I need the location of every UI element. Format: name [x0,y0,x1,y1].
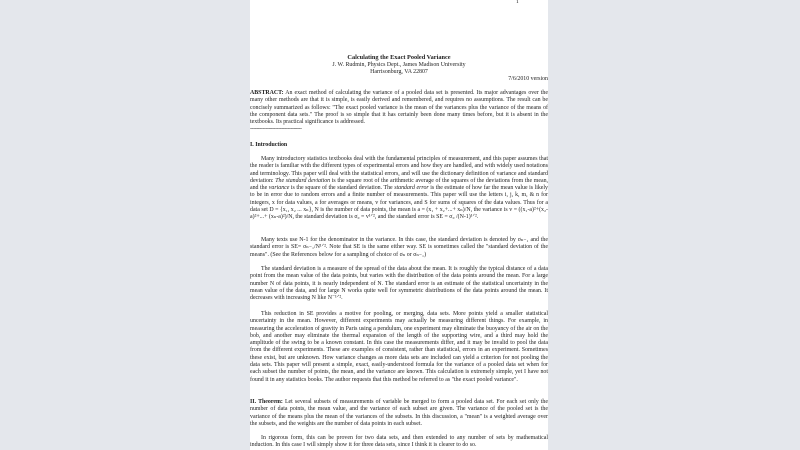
paragraph-4: This reduction in SE provides a motive for pooling, or merging, data sets. More points yield a smaller statistical uncertainty in the mean. However, different experiments may actually be measuring different things. For example, in measuring the acceleration of gravity in Paris using a pendulum, one experiment may eliminate the buoyancy of the air on the bob, and another may eliminate the thermal expansion of the length of the supporting wire, and a third may hold the amplitude of the swing to be a known constant. In this case the measurements differ, and it may be invalid to pool the data from the different experiments. These are examples of consistent, rather than statistical, errors in an experiment. Sometimes these exist, but are unknown. How variance changes as more data sets are included can yield a criterion for not pooling the data sets. This paper will present a simple, exact, easily-understood formula for the variance of a pooled data set when for each subset the number of points, the mean, and the variance are known. This calculation is extremely simple, yet I have not found it in any statistics books. The author requests that this method be referred to as "the exact pooled variance". [250,311,548,383]
paragraph-2: Many texts use N-1 for the denominator in the variance. In this case, the standard deviation is denoted by σₙ₋₁ and the standard error is SE= σₙ₋₁/N¹ᐟ². Note that SE is the same either way. SE is sometimes called the "standard deviation of the means". (See the References below for a sampling of choice of σₙ or σₙ₋₁) [250,237,548,258]
paragraph-1: Many introductory statistics textbooks deal with the fundamental principles of measurement, and this paper assumes that the reader is familiar with the different types of experimental errors and how they are handled, and with widely used notations and terminology. This paper will deal with the statistical errors, and will use the dictionary definition of variance and standard deviation: The standard deviation is the square root of the arithmetic average of the squares of the deviations from the mean, and the variance is the square of the standard deviation. The standard error is the estimate of how far the mean value is likely to be in error due to random errors and a finite number of measurements. This paper will use the letters i, j, k, m, & n for integers, x for data values, a for averages or means, v for variances, and S for sums of squares of the data values. Thus for a data set D = {x₁, x₂ ... xₙ}, N is the number of data points, the mean is a = (x₁ + x₂+...+ xₙ)/N, the variance is v = ((x₁-a)²+(x₂-a)²+...+ (xₙ-a)²)/N, the standard deviation is σ₀ = v¹ᐟ², and the standard error is SE = σ₀ /(N-1)¹ᐟ². [250,156,548,221]
separator-line: --------------------------------- [250,126,302,132]
theorem-paragraph [250,399,548,428]
abstract [250,90,548,126]
left-margin [0,0,250,450]
paragraph-6: In rigorous form, this can be proven for two data sets, and then extended to any number of sets by mathematical induction. In this case I will simply show it for three data sets, since I think it is clearer to do so. [250,435,548,449]
version-date: 7/6/2010 version [508,76,548,82]
section-heading-introduction: I. Introduction [250,142,288,148]
paragraph-3: The standard deviation is a measure of the spread of the data about the mean. It is roughly the typical distance of a data point from the mean value of the data points, but varies with the distribution of the data points around the mean. For a large number N of data points, it is nearly independent of N. The standard error is an estimate of the statistical uncertainty in the mean value of the data, and for large N works quite well for symmetric distributions of the data points around the mean. It decreases with increasing N like N⁻¹ᐟ². [250,266,548,302]
author-line: J. W. Rudmin, Physics Dept., James Madison University [332,62,466,68]
author-address: Harrisonburg, VA 22807 [370,69,428,75]
document-page [250,0,548,450]
paper-title: Calculating the Exact Pooled Variance [347,54,451,61]
right-margin [548,0,800,450]
theorem-label: II. Theorem: [250,399,283,405]
abstract-label: ABSTRACT: [250,90,284,96]
theorem-text: Let several subsets of measurements of variable be merged to form a pooled data set. For each set only the number of data points, the mean value, and the variance of each subset are given. The variance of the pooled set is the variance of the means plus the mean of the variances of the subsets. In this discussion, a "mean" is a weighted average over the subsets, and the weights are the number of data points in each subset. [250,399,548,427]
abstract-text: An exact method of calculating the variance of a pooled data set is presented. Its major advantages over the many other methods are that it is simple, is easily derived and remembered, and requires no assumptions. The result can be concisely summarized as follows: "The exact pooled variance is the mean of the variances plus the variance of the means of the component data sets." The proof is so simple that it has certainly been done many times before, but it is absent in the textbooks. Its practical significance is addressed. [250,90,548,126]
page-number: 1 [516,0,519,5]
